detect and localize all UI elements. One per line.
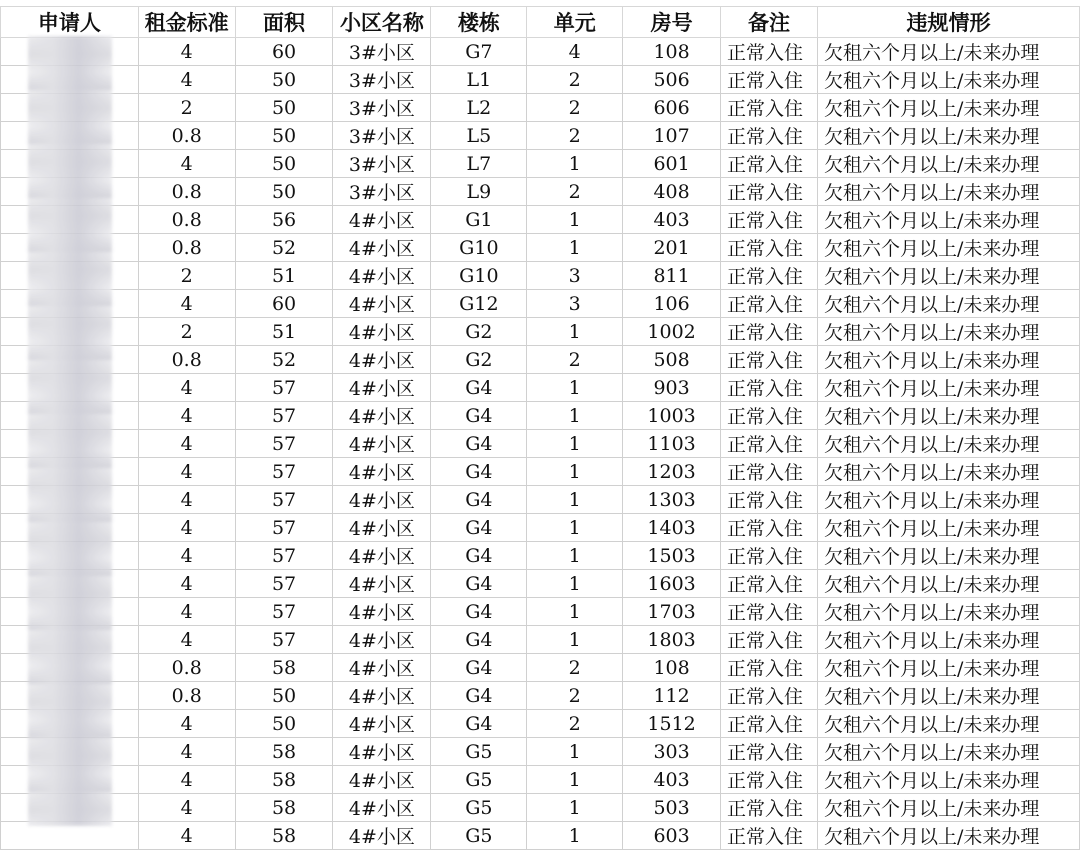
rent-standard-cell[interactable]: 0.8	[138, 206, 235, 234]
room-number-cell[interactable]: 601	[623, 150, 721, 178]
violation-cell[interactable]: 欠租六个月以上/未来办理	[818, 66, 1080, 94]
area-cell[interactable]: 58	[235, 822, 333, 850]
rent-standard-cell[interactable]: 4	[138, 66, 235, 94]
room-number-cell[interactable]: 903	[623, 374, 721, 402]
area-cell[interactable]: 56	[235, 206, 333, 234]
room-number-cell[interactable]: 201	[623, 234, 721, 262]
rent-standard-cell[interactable]: 4	[138, 710, 235, 738]
area-cell[interactable]: 57	[235, 458, 333, 486]
table-row	[1, 318, 1080, 346]
community-cell[interactable]: 4#小区	[333, 542, 431, 570]
note-cell[interactable]: 正常入住	[721, 318, 818, 346]
building-cell[interactable]: G10	[431, 234, 527, 262]
note-cell[interactable]: 正常入住	[721, 66, 818, 94]
violation-cell[interactable]: 欠租六个月以上/未来办理	[818, 234, 1080, 262]
rent-standard-cell[interactable]: 4	[138, 598, 235, 626]
table-row	[1, 486, 1080, 514]
unit-cell[interactable]: 1	[527, 738, 623, 766]
area-cell[interactable]: 50	[235, 682, 333, 710]
header-rent-standard[interactable]: 租金标准	[138, 7, 235, 38]
rent-standard-cell[interactable]: 0.8	[138, 682, 235, 710]
area-cell[interactable]: 57	[235, 570, 333, 598]
violation-cell[interactable]: 欠租六个月以上/未来办理	[818, 402, 1080, 430]
unit-cell[interactable]: 2	[527, 66, 623, 94]
room-number-cell[interactable]: 112	[623, 682, 721, 710]
unit-cell[interactable]: 1	[527, 234, 623, 262]
area-cell[interactable]: 52	[235, 346, 333, 374]
violation-cell[interactable]: 欠租六个月以上/未来办理	[818, 794, 1080, 822]
community-cell[interactable]: 4#小区	[333, 290, 431, 318]
rent-standard-cell[interactable]: 4	[138, 766, 235, 794]
rent-standard-cell[interactable]: 0.8	[138, 654, 235, 682]
table-row	[1, 458, 1080, 486]
violation-cell[interactable]: 欠租六个月以上/未来办理	[818, 822, 1080, 850]
spreadsheet-table	[0, 6, 1080, 850]
community-cell[interactable]: 4#小区	[333, 682, 431, 710]
building-cell[interactable]: L7	[431, 150, 527, 178]
community-cell[interactable]: 4#小区	[333, 570, 431, 598]
building-cell[interactable]: L1	[431, 66, 527, 94]
community-cell[interactable]: 4#小区	[333, 654, 431, 682]
violation-cell[interactable]: 欠租六个月以上/未来办理	[818, 486, 1080, 514]
rent-standard-cell[interactable]: 4	[138, 290, 235, 318]
room-number-cell[interactable]: 508	[623, 346, 721, 374]
note-cell[interactable]: 正常入住	[721, 486, 818, 514]
area-cell[interactable]: 57	[235, 402, 333, 430]
room-number-cell[interactable]: 1803	[623, 626, 721, 654]
violation-cell[interactable]: 欠租六个月以上/未来办理	[818, 178, 1080, 206]
building-cell[interactable]: L2	[431, 94, 527, 122]
rent-standard-cell[interactable]: 2	[138, 94, 235, 122]
violation-cell[interactable]: 欠租六个月以上/未来办理	[818, 710, 1080, 738]
area-cell[interactable]: 50	[235, 710, 333, 738]
rent-standard-cell[interactable]: 0.8	[138, 346, 235, 374]
unit-cell[interactable]: 1	[527, 402, 623, 430]
violation-cell[interactable]: 欠租六个月以上/未来办理	[818, 318, 1080, 346]
area-cell[interactable]: 51	[235, 318, 333, 346]
area-cell[interactable]: 57	[235, 542, 333, 570]
room-number-cell[interactable]: 503	[623, 794, 721, 822]
unit-cell[interactable]: 2	[527, 346, 623, 374]
rent-standard-cell[interactable]: 0.8	[138, 122, 235, 150]
header-unit[interactable]: 单元	[527, 7, 623, 38]
community-cell[interactable]: 4#小区	[333, 514, 431, 542]
violation-cell[interactable]: 欠租六个月以上/未来办理	[818, 430, 1080, 458]
violation-cell[interactable]: 欠租六个月以上/未来办理	[818, 458, 1080, 486]
rent-standard-cell[interactable]: 4	[138, 822, 235, 850]
community-cell[interactable]: 4#小区	[333, 206, 431, 234]
table-row	[1, 570, 1080, 598]
table-row	[1, 682, 1080, 710]
area-cell[interactable]: 50	[235, 178, 333, 206]
note-cell[interactable]: 正常入住	[721, 290, 818, 318]
building-cell[interactable]: G2	[431, 318, 527, 346]
note-cell[interactable]: 正常入住	[721, 402, 818, 430]
building-cell[interactable]: G4	[431, 458, 527, 486]
violation-cell[interactable]: 欠租六个月以上/未来办理	[818, 346, 1080, 374]
note-cell[interactable]: 正常入住	[721, 94, 818, 122]
note-cell[interactable]: 正常入住	[721, 710, 818, 738]
building-cell[interactable]: G2	[431, 346, 527, 374]
table-row	[1, 178, 1080, 206]
rent-standard-cell[interactable]: 4	[138, 514, 235, 542]
note-cell[interactable]: 正常入住	[721, 766, 818, 794]
note-cell[interactable]: 正常入住	[721, 570, 818, 598]
building-cell[interactable]: G7	[431, 38, 527, 66]
rent-standard-cell[interactable]: 4	[138, 374, 235, 402]
unit-cell[interactable]: 1	[527, 570, 623, 598]
table-row	[1, 374, 1080, 402]
area-cell[interactable]: 50	[235, 150, 333, 178]
note-cell[interactable]: 正常入住	[721, 150, 818, 178]
unit-cell[interactable]: 3	[527, 290, 623, 318]
table-row	[1, 626, 1080, 654]
violation-cell[interactable]: 欠租六个月以上/未来办理	[818, 514, 1080, 542]
community-cell[interactable]: 4#小区	[333, 626, 431, 654]
room-number-cell[interactable]: 506	[623, 66, 721, 94]
unit-cell[interactable]: 1	[527, 766, 623, 794]
rent-standard-cell[interactable]: 4	[138, 794, 235, 822]
table-row	[1, 262, 1080, 290]
note-cell[interactable]: 正常入住	[721, 122, 818, 150]
room-number-cell[interactable]: 1003	[623, 402, 721, 430]
applicant-names-redacted	[28, 36, 112, 826]
area-cell[interactable]: 60	[235, 290, 333, 318]
table-row	[1, 542, 1080, 570]
community-cell[interactable]: 4#小区	[333, 430, 431, 458]
note-cell[interactable]: 正常入住	[721, 654, 818, 682]
note-cell[interactable]: 正常入住	[721, 38, 818, 66]
note-cell[interactable]: 正常入住	[721, 458, 818, 486]
community-cell[interactable]: 4#小区	[333, 794, 431, 822]
unit-cell[interactable]: 1	[527, 150, 623, 178]
area-cell[interactable]: 57	[235, 374, 333, 402]
building-cell[interactable]: G4	[431, 514, 527, 542]
rent-standard-cell[interactable]: 4	[138, 626, 235, 654]
note-cell[interactable]: 正常入住	[721, 234, 818, 262]
area-cell[interactable]: 57	[235, 626, 333, 654]
building-cell[interactable]: L5	[431, 122, 527, 150]
note-cell[interactable]: 正常入住	[721, 822, 818, 850]
community-cell[interactable]: 3#小区	[333, 94, 431, 122]
unit-cell[interactable]: 1	[527, 318, 623, 346]
violation-cell[interactable]: 欠租六个月以上/未来办理	[818, 598, 1080, 626]
area-cell[interactable]: 58	[235, 654, 333, 682]
area-cell[interactable]: 57	[235, 486, 333, 514]
note-cell[interactable]: 正常入住	[721, 262, 818, 290]
violation-cell[interactable]: 欠租六个月以上/未来办理	[818, 542, 1080, 570]
note-cell[interactable]: 正常入住	[721, 598, 818, 626]
community-cell[interactable]: 4#小区	[333, 374, 431, 402]
building-cell[interactable]: G4	[431, 430, 527, 458]
room-number-cell[interactable]: 811	[623, 262, 721, 290]
community-cell[interactable]: 4#小区	[333, 458, 431, 486]
violation-cell[interactable]: 欠租六个月以上/未来办理	[818, 654, 1080, 682]
community-cell[interactable]: 4#小区	[333, 598, 431, 626]
rent-standard-cell[interactable]: 0.8	[138, 234, 235, 262]
room-number-cell[interactable]: 108	[623, 654, 721, 682]
note-cell[interactable]: 正常入住	[721, 346, 818, 374]
violation-cell[interactable]: 欠租六个月以上/未来办理	[818, 94, 1080, 122]
rent-standard-cell[interactable]: 4	[138, 542, 235, 570]
violation-cell[interactable]: 欠租六个月以上/未来办理	[818, 262, 1080, 290]
building-cell[interactable]: G4	[431, 598, 527, 626]
note-cell[interactable]: 正常入住	[721, 738, 818, 766]
building-cell[interactable]: L9	[431, 178, 527, 206]
room-number-cell[interactable]: 408	[623, 178, 721, 206]
unit-cell[interactable]: 1	[527, 822, 623, 850]
area-cell[interactable]: 58	[235, 794, 333, 822]
community-cell[interactable]: 3#小区	[333, 66, 431, 94]
unit-cell[interactable]: 2	[527, 122, 623, 150]
room-number-cell[interactable]: 107	[623, 122, 721, 150]
area-cell[interactable]: 58	[235, 738, 333, 766]
community-cell[interactable]: 4#小区	[333, 262, 431, 290]
header-community-name[interactable]: 小区名称	[333, 7, 431, 38]
community-cell[interactable]: 4#小区	[333, 822, 431, 850]
community-cell[interactable]: 3#小区	[333, 150, 431, 178]
rent-standard-cell[interactable]: 4	[138, 738, 235, 766]
room-number-cell[interactable]: 403	[623, 206, 721, 234]
unit-cell[interactable]: 2	[527, 94, 623, 122]
room-number-cell[interactable]: 1603	[623, 570, 721, 598]
table-row	[1, 150, 1080, 178]
header-area[interactable]: 面积	[235, 7, 333, 38]
room-number-cell[interactable]: 1203	[623, 458, 721, 486]
header-row	[1, 7, 1080, 38]
note-cell[interactable]: 正常入住	[721, 430, 818, 458]
room-number-cell[interactable]: 106	[623, 290, 721, 318]
header-room-number[interactable]: 房号	[623, 7, 721, 38]
violation-cell[interactable]: 欠租六个月以上/未来办理	[818, 738, 1080, 766]
rent-standard-cell[interactable]: 4	[138, 38, 235, 66]
building-cell[interactable]: G4	[431, 570, 527, 598]
table-row	[1, 206, 1080, 234]
violation-cell[interactable]: 欠租六个月以上/未来办理	[818, 122, 1080, 150]
note-cell[interactable]: 正常入住	[721, 178, 818, 206]
violation-cell[interactable]: 欠租六个月以上/未来办理	[818, 570, 1080, 598]
building-cell[interactable]: G5	[431, 794, 527, 822]
table-row	[1, 234, 1080, 262]
community-cell[interactable]: 4#小区	[333, 766, 431, 794]
note-cell[interactable]: 正常入住	[721, 794, 818, 822]
room-number-cell[interactable]: 603	[623, 822, 721, 850]
violation-cell[interactable]: 欠租六个月以上/未来办理	[818, 150, 1080, 178]
violation-cell[interactable]: 欠租六个月以上/未来办理	[818, 766, 1080, 794]
table-row	[1, 290, 1080, 318]
rent-standard-cell[interactable]: 4	[138, 402, 235, 430]
room-number-cell[interactable]: 1503	[623, 542, 721, 570]
building-cell[interactable]: G4	[431, 626, 527, 654]
building-cell[interactable]: G4	[431, 402, 527, 430]
building-cell[interactable]: G4	[431, 374, 527, 402]
community-cell[interactable]: 4#小区	[333, 318, 431, 346]
rent-standard-cell[interactable]: 4	[138, 486, 235, 514]
unit-cell[interactable]: 2	[527, 682, 623, 710]
rent-standard-cell[interactable]: 0.8	[138, 178, 235, 206]
violation-cell[interactable]: 欠租六个月以上/未来办理	[818, 626, 1080, 654]
area-cell[interactable]: 57	[235, 514, 333, 542]
building-cell[interactable]: G4	[431, 682, 527, 710]
community-cell[interactable]: 4#小区	[333, 486, 431, 514]
rent-standard-cell[interactable]: 2	[138, 262, 235, 290]
table-row	[1, 66, 1080, 94]
note-cell[interactable]: 正常入住	[721, 374, 818, 402]
unit-cell[interactable]: 1	[527, 598, 623, 626]
table-row	[1, 598, 1080, 626]
note-cell[interactable]: 正常入住	[721, 514, 818, 542]
community-cell[interactable]: 4#小区	[333, 710, 431, 738]
room-number-cell[interactable]: 1512	[623, 710, 721, 738]
area-cell[interactable]: 58	[235, 766, 333, 794]
room-number-cell[interactable]: 1303	[623, 486, 721, 514]
table-row	[1, 430, 1080, 458]
table-row	[1, 402, 1080, 430]
table-row	[1, 38, 1080, 66]
community-cell[interactable]: 4#小区	[333, 234, 431, 262]
unit-cell[interactable]: 1	[527, 626, 623, 654]
violation-cell[interactable]: 欠租六个月以上/未来办理	[818, 290, 1080, 318]
unit-cell[interactable]: 1	[527, 542, 623, 570]
room-number-cell[interactable]: 108	[623, 38, 721, 66]
community-cell[interactable]: 3#小区	[333, 38, 431, 66]
unit-cell[interactable]: 2	[527, 654, 623, 682]
header-violation[interactable]: 违规情形	[818, 7, 1080, 38]
unit-cell[interactable]: 2	[527, 710, 623, 738]
note-cell[interactable]: 正常入住	[721, 682, 818, 710]
table-row	[1, 794, 1080, 822]
table-row	[1, 346, 1080, 374]
table-body	[1, 38, 1080, 850]
unit-cell[interactable]: 1	[527, 458, 623, 486]
building-cell[interactable]: G5	[431, 738, 527, 766]
area-cell[interactable]: 50	[235, 94, 333, 122]
area-cell[interactable]: 57	[235, 430, 333, 458]
building-cell[interactable]: G10	[431, 262, 527, 290]
building-cell[interactable]: G4	[431, 542, 527, 570]
rent-standard-cell[interactable]: 2	[138, 318, 235, 346]
header-note[interactable]: 备注	[721, 7, 818, 38]
building-cell[interactable]: G1	[431, 206, 527, 234]
rent-standard-cell[interactable]: 4	[138, 458, 235, 486]
area-cell[interactable]: 57	[235, 598, 333, 626]
building-cell[interactable]: G5	[431, 766, 527, 794]
table-row	[1, 654, 1080, 682]
unit-cell[interactable]: 1	[527, 430, 623, 458]
table-row	[1, 822, 1080, 850]
table-row	[1, 94, 1080, 122]
table-row	[1, 710, 1080, 738]
community-cell[interactable]: 3#小区	[333, 178, 431, 206]
building-cell[interactable]: G5	[431, 822, 527, 850]
unit-cell[interactable]: 1	[527, 206, 623, 234]
note-cell[interactable]: 正常入住	[721, 206, 818, 234]
unit-cell[interactable]: 1	[527, 374, 623, 402]
table-row	[1, 514, 1080, 542]
note-cell[interactable]: 正常入住	[721, 542, 818, 570]
area-cell[interactable]: 51	[235, 262, 333, 290]
unit-cell[interactable]: 4	[527, 38, 623, 66]
violation-cell[interactable]: 欠租六个月以上/未来办理	[818, 38, 1080, 66]
table-row	[1, 738, 1080, 766]
building-cell[interactable]: G4	[431, 654, 527, 682]
unit-cell[interactable]: 1	[527, 794, 623, 822]
room-number-cell[interactable]: 606	[623, 94, 721, 122]
violation-cell[interactable]: 欠租六个月以上/未来办理	[818, 374, 1080, 402]
table-row	[1, 122, 1080, 150]
violation-cell[interactable]: 欠租六个月以上/未来办理	[818, 206, 1080, 234]
room-number-cell[interactable]: 1403	[623, 514, 721, 542]
rent-standard-cell[interactable]: 4	[138, 430, 235, 458]
violation-cell[interactable]: 欠租六个月以上/未来办理	[818, 682, 1080, 710]
header-applicant[interactable]: 申请人	[1, 7, 139, 38]
building-cell[interactable]: G4	[431, 710, 527, 738]
area-cell[interactable]: 60	[235, 38, 333, 66]
header-building[interactable]: 楼栋	[431, 7, 527, 38]
community-cell[interactable]: 4#小区	[333, 346, 431, 374]
note-cell[interactable]: 正常入住	[721, 626, 818, 654]
rent-standard-cell[interactable]: 4	[138, 570, 235, 598]
community-cell[interactable]: 4#小区	[333, 738, 431, 766]
room-number-cell[interactable]: 303	[623, 738, 721, 766]
area-cell[interactable]: 52	[235, 234, 333, 262]
community-cell[interactable]: 4#小区	[333, 402, 431, 430]
area-cell[interactable]: 50	[235, 122, 333, 150]
room-number-cell[interactable]: 1002	[623, 318, 721, 346]
unit-cell[interactable]: 3	[527, 262, 623, 290]
table-row	[1, 766, 1080, 794]
building-cell[interactable]: G12	[431, 290, 527, 318]
room-number-cell[interactable]: 1703	[623, 598, 721, 626]
room-number-cell[interactable]: 1103	[623, 430, 721, 458]
unit-cell[interactable]: 1	[527, 486, 623, 514]
community-cell[interactable]: 3#小区	[333, 122, 431, 150]
unit-cell[interactable]: 2	[527, 178, 623, 206]
room-number-cell[interactable]: 403	[623, 766, 721, 794]
area-cell[interactable]: 50	[235, 66, 333, 94]
rent-standard-cell[interactable]: 4	[138, 150, 235, 178]
unit-cell[interactable]: 1	[527, 514, 623, 542]
building-cell[interactable]: G4	[431, 486, 527, 514]
